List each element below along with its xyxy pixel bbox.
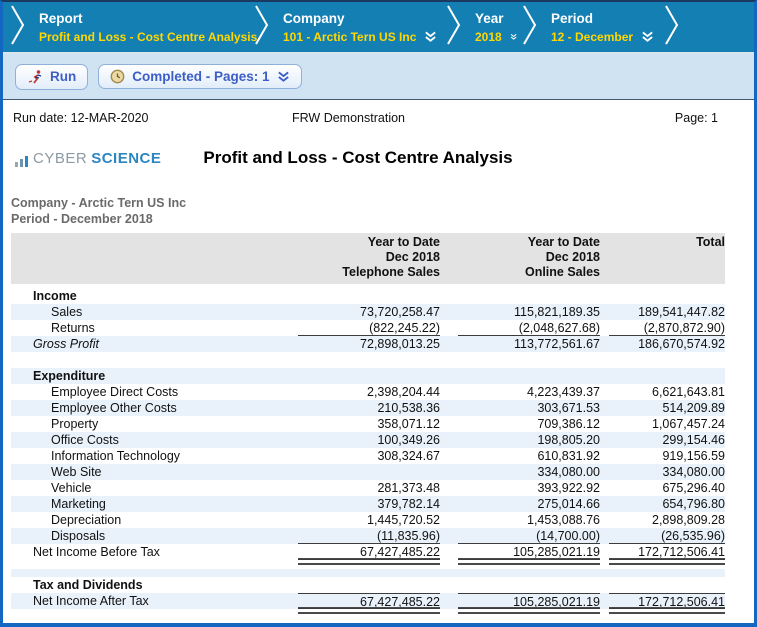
table-row [11,593,725,609]
row-label: Property [51,417,99,431]
toolbar [3,54,754,100]
row-label: Sales [51,305,83,319]
table-row [11,448,725,464]
table-row [11,368,725,384]
row-value: 275,014.66 [537,497,600,511]
status-label: Completed - Pages: 1 [132,69,270,84]
chevron-separator-icon [523,4,537,51]
chevron-separator-icon [447,4,461,51]
row-label: Disposals [51,529,106,543]
row-value: 919,156.59 [662,449,725,463]
runner-icon [27,69,43,85]
row-label: Marketing [51,497,106,511]
row-label: Income [33,289,77,303]
row-value: 67,427,485.22 [298,593,440,609]
row-value: 334,080.00 [537,465,600,479]
row-value [298,288,440,304]
logo-text-cyber: CYBER [33,149,88,167]
chevron-separator-icon [665,4,679,51]
table-row [11,496,725,512]
row-value: 172,712,506.41 [609,544,725,560]
row-value: 303,671.53 [537,401,600,415]
row-value: 654,796.80 [662,497,725,511]
row-value: 67,427,485.22 [298,544,440,560]
row-label: Employee Direct Costs [51,385,179,399]
row-value: 358,071.12 [377,417,440,431]
chevron-double-down-icon [424,31,437,43]
row-label: Information Technology [51,449,181,463]
chevron-double-down-icon [510,31,517,43]
row-value: 281,373.48 [377,481,440,495]
row-label: Net Income After Tax [33,594,149,608]
report-header-line [11,105,746,129]
row-value: 709,386.12 [537,417,600,431]
row-value: 6,621,643.81 [652,385,725,399]
table-row [11,288,725,304]
row-value: 72,898,013.25 [360,337,440,351]
table-row [11,528,725,544]
row-value: (26,535.96) [609,528,725,544]
row-value [458,577,600,593]
row-value: (2,870,872.90) [609,320,725,336]
breadcrumb-company-value: 101 - Arctic Tern US Inc [283,30,441,44]
row-label: Tax and Dividends [33,578,143,592]
table-row [11,320,725,336]
row-value: 1,453,088.76 [527,513,600,527]
spacer-row [11,569,725,577]
table-body [11,284,725,609]
row-value: 186,670,574.92 [638,337,725,351]
column-header-online-sales: Year to Date Dec 2018 Online Sales [524,235,600,279]
table-row [11,577,725,593]
row-value: (11,835.96) [298,528,440,544]
row-label: Returns [51,321,95,335]
column-header-total: Total [696,235,725,249]
row-value: 1,067,457.24 [652,417,725,431]
row-value: 2,398,204.44 [367,385,440,399]
table-row [11,432,725,448]
row-label: Employee Other Costs [51,401,177,415]
row-value [298,577,440,593]
page-number: Page: 1 [674,111,718,125]
row-value: 100,349.26 [377,433,440,447]
report-title: Profit and Loss - Cost Centre Analysis [203,148,513,167]
row-value: 514,209.89 [662,401,725,415]
table-header [11,233,725,284]
row-label: Net Income Before Tax [33,545,160,559]
company-line: Company - Arctic Tern US Inc [11,196,187,210]
row-value: 4,223,439.37 [527,385,600,399]
row-label: Gross Profit [33,337,99,351]
breadcrumb-period-label: Period [551,10,594,26]
breadcrumb-company-label: Company [283,10,345,26]
breadcrumb-company[interactable] [269,11,447,44]
chevron-double-down-icon [641,31,654,43]
breadcrumb-year-value: 2018 [475,30,517,44]
bar-chart-icon [15,154,29,167]
clock-icon [110,69,125,84]
row-value: 610,831.92 [537,449,600,463]
row-value: 172,712,506.41 [609,593,725,609]
row-label: Office Costs [51,433,119,447]
breadcrumb-report-label: Report [39,10,83,26]
column-header-telephone-sales: Year to Date Dec 2018 Telephone Sales [342,235,440,279]
title-row [11,145,746,171]
table-row [11,400,725,416]
run-button-label: Run [50,69,77,84]
row-value: 675,296.40 [662,481,725,495]
table-row [11,336,725,352]
table-row [11,480,725,496]
table-row [11,544,725,560]
chevron-separator-icon [11,4,25,51]
row-value: 299,154.46 [662,433,725,447]
row-value: 113,772,561.67 [514,337,600,351]
row-value: (822,245.22) [298,320,440,336]
row-value [458,368,600,384]
row-value: 2,898,809.28 [652,513,725,527]
status-button[interactable] [98,64,301,89]
breadcrumb-year[interactable] [461,11,523,44]
run-date: Run date: 12-MAR-2020 [13,111,149,125]
breadcrumb-period[interactable] [537,11,665,44]
run-button[interactable] [15,64,88,90]
breadcrumb-report[interactable] [25,10,258,44]
row-value: 308,324.67 [377,449,440,463]
row-value: (14,700.00) [458,528,600,544]
row-value [298,368,440,384]
row-value: 105,285,021.19 [458,544,600,560]
row-value: 189,541,447.82 [638,305,725,319]
breadcrumb-period-value: 12 - December [551,30,659,44]
header-spacer [11,235,298,280]
breadcrumb-year-label: Year [475,10,504,26]
row-value: 198,805.20 [537,433,600,447]
row-value: 73,720,258.47 [360,305,440,319]
row-value: 115,821,189.35 [514,305,600,319]
pl-table [11,233,725,609]
report-viewport [3,100,754,623]
row-value [458,288,600,304]
spacer-row [11,352,725,368]
row-value: 393,922.92 [537,481,600,495]
row-value: 379,782.14 [377,497,440,511]
table-row [11,512,725,528]
table-row [11,384,725,400]
row-value [609,368,725,384]
chevron-separator-icon [255,4,269,51]
row-label: Web Site [51,465,102,479]
table-row [11,416,725,432]
row-value [609,577,725,593]
row-label: Vehicle [51,481,92,495]
period-line: Period - December 2018 [11,212,153,226]
breadcrumb-report-value: Profit and Loss - Cost Centre Analysis [39,29,258,44]
row-value: 1,445,720.52 [367,513,440,527]
row-value: 105,285,021.19 [458,593,600,609]
report-center-header: FRW Demonstration [292,111,405,125]
report-parameters [11,195,746,227]
row-value [609,288,725,304]
row-value [298,464,440,480]
cyberscience-logo [15,150,161,167]
row-label: Depreciation [51,513,122,527]
row-value: 334,080.00 [662,465,725,479]
row-label: Expenditure [33,369,106,383]
chevron-double-down-icon [277,71,290,83]
breadcrumb-bar [3,2,754,54]
row-value: 210,538.36 [377,401,440,415]
row-value: (2,048,627.68) [458,320,600,336]
logo-text-science: SCIENCE [91,149,162,167]
table-row [11,304,725,320]
table-row [11,464,725,480]
